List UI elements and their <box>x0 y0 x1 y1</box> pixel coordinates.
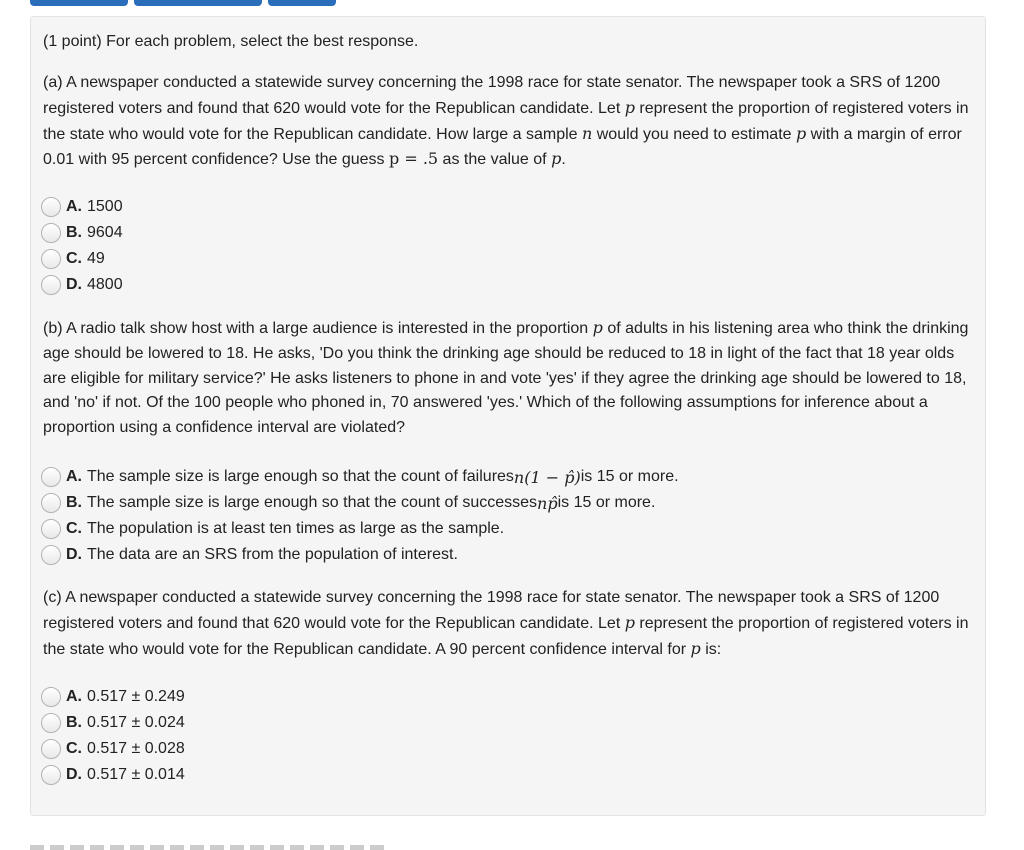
cut-off-footer-text <box>30 845 390 850</box>
option-c-D[interactable]: D. 0.517 ± 0.014 <box>41 762 971 788</box>
option-a-B[interactable]: B. 9604 <box>41 220 971 246</box>
top-tab-3[interactable] <box>268 0 336 6</box>
radio-button[interactable] <box>41 713 61 733</box>
radio-button[interactable] <box>41 249 61 269</box>
top-tab-2[interactable] <box>134 0 262 6</box>
option-c-C[interactable]: C. 0.517 ± 0.028 <box>41 736 971 762</box>
problem-panel <box>30 16 986 816</box>
radio-button[interactable] <box>41 545 61 565</box>
option-b-A[interactable]: A. The sample size is large enough so that the count of failures n(1 − p̂) is 15 or more. <box>41 464 971 490</box>
radio-button[interactable] <box>41 687 61 707</box>
radio-button[interactable] <box>41 493 61 513</box>
radio-button[interactable] <box>41 223 61 243</box>
problem-b-options <box>41 464 971 568</box>
radio-button[interactable] <box>41 467 61 487</box>
radio-button[interactable] <box>41 519 61 539</box>
option-c-B[interactable]: B. 0.517 ± 0.024 <box>41 710 971 736</box>
radio-button[interactable] <box>41 765 61 785</box>
radio-button[interactable] <box>41 275 61 295</box>
option-b-C[interactable]: C. The population is at least ten times as large as the sample. <box>41 516 971 542</box>
problem-c-options <box>41 684 971 788</box>
option-c-A[interactable]: A. 0.517 ± 0.249 <box>41 684 971 710</box>
problem-intro: (1 point) For each problem, select the best response. <box>43 33 419 50</box>
problem-c-text: (c) A newspaper conducted a statewide survey concerning the 1998 race for state senator. The newspaper took a SRS of 1200 registered voters and found that 620 would vote for the Republican candidate. Let p represent the proportion of registered voters in the state who would vote for the Republican candidate. A 90 percent confidence interval for p is: <box>43 589 969 658</box>
top-tab-1[interactable] <box>30 0 128 6</box>
radio-button[interactable] <box>41 197 61 217</box>
problem-a-options <box>41 194 971 298</box>
problem-b-text: (b) A radio talk show host with a large audience is interested in the proportion p of adults in his listening area who think the drinking age should be lowered to 18. He asks, 'Do you think the drinking age should be reduced to 18 in light of the fact that 18 year olds are eligible for military service?' He asks listeners to phone in and vote 'yes' if they agree the drinking age should be lowered to 18, and 'no' if not. Of the 100 people who phoned in, 70 answered 'yes.' Which of the following assumptions for inference about a proportion using a confidence interval are violated? <box>43 318 969 437</box>
option-b-D[interactable]: D. The data are an SRS from the population of interest. <box>41 542 971 568</box>
option-a-C[interactable]: C. 49 <box>41 246 971 272</box>
option-a-A[interactable]: A. 1500 <box>41 194 971 220</box>
radio-button[interactable] <box>41 739 61 759</box>
problem-a-text: (a) A newspaper conducted a statewide survey concerning the 1998 race for state senator. The newspaper took a SRS of 1200 registered voters and found that 620 would vote for the Republican candidate. Let p represent the proportion of registered voters in the state who would vote for the Republican candidate. How large a sample n would you need to estimate p with a margin of error 0.01 with 95 percent confidence? Use the guess p = .5 as the value of p. <box>43 74 969 169</box>
option-b-B[interactable]: B. The sample size is large enough so that the count of successes np̂ is 15 or more. <box>41 490 971 516</box>
option-a-D[interactable]: D. 4800 <box>41 272 971 298</box>
